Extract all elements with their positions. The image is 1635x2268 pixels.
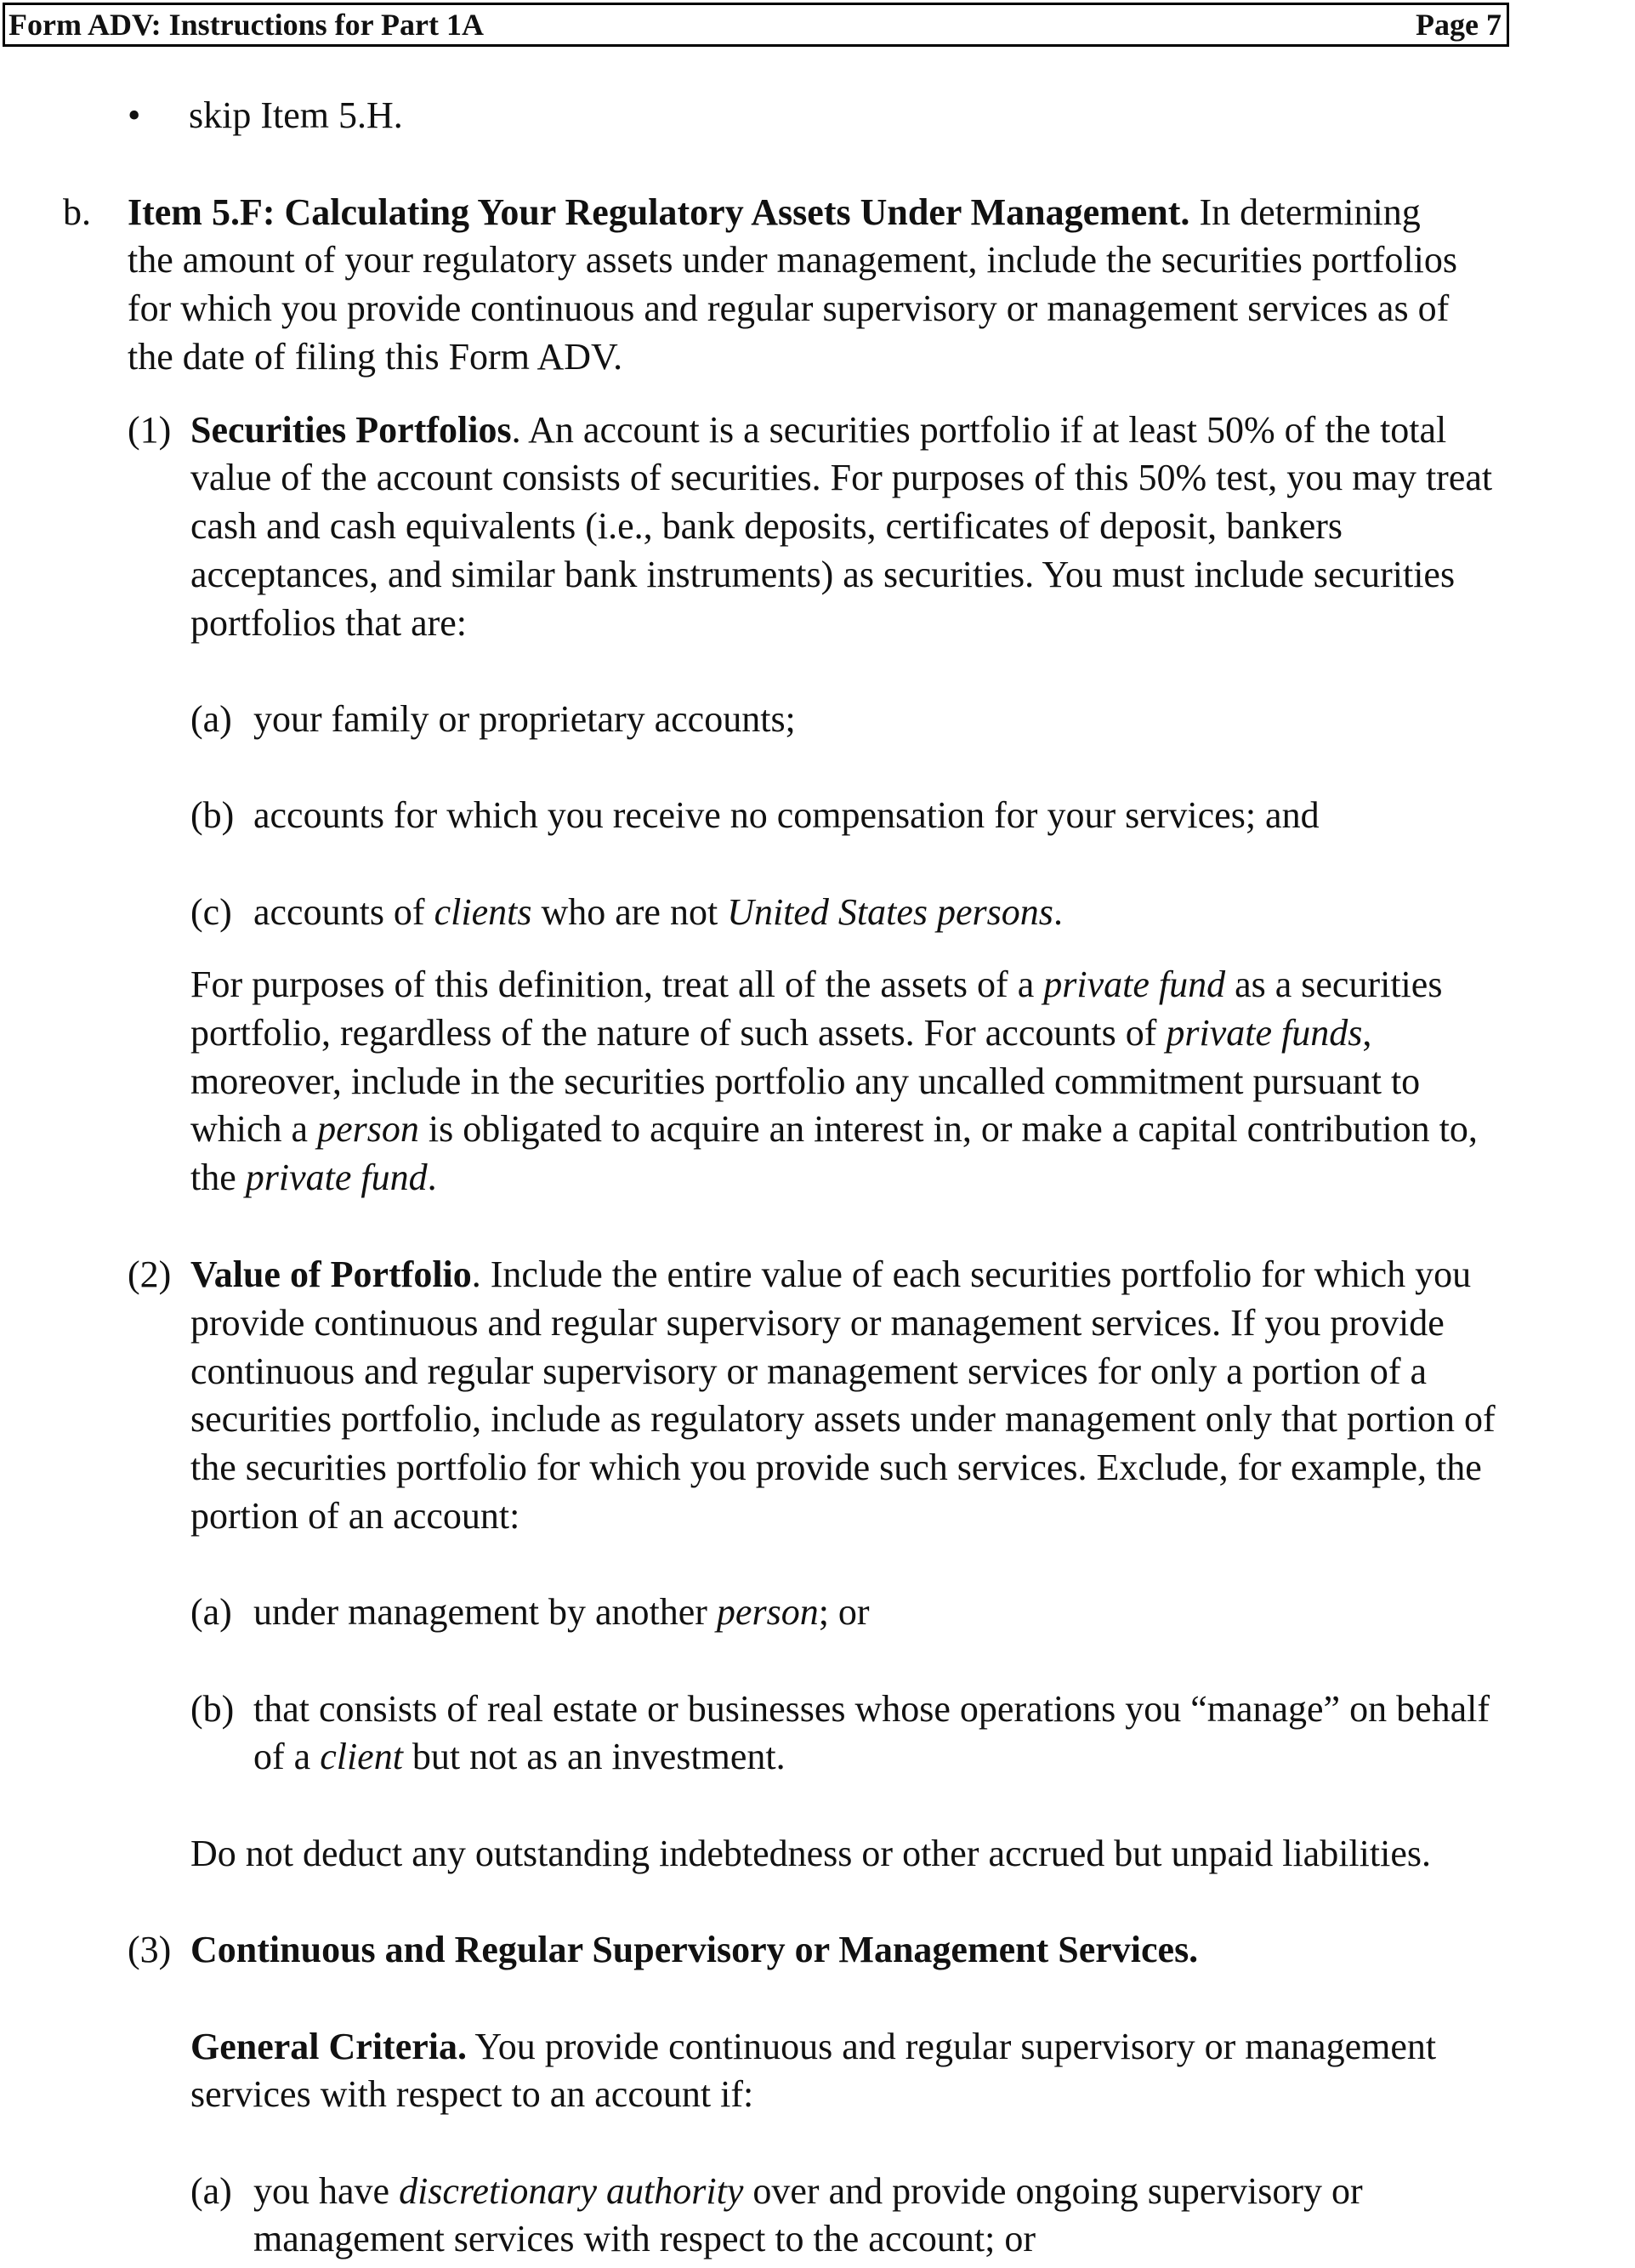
sub2-item-b-line-1: that consists of real estate or businesses whose operations you “manage” on behalf [253, 1688, 1490, 1730]
sub2-line-2: provide continuous and regular supervisory or management services. If you provide [190, 1302, 1445, 1344]
bullet-text: skip Item 5.H. [189, 94, 403, 136]
header-page-number: Page 7 [1416, 8, 1502, 42]
item-b-marker: b. [63, 191, 91, 233]
sub2-line-5: the securities portfolio for which you provide such services. Exclude, for example, the [190, 1447, 1482, 1488]
item-b-line-2: the amount of your regulatory assets under management, include the securities portfolios [128, 239, 1457, 281]
sub3-marker: (3) [128, 1929, 172, 1970]
sub1-para-line-5: the private fund. [190, 1157, 437, 1198]
item-b-line-3: for which you provide continuous and regular supervisory or management services as of [128, 287, 1450, 329]
sub2-closing: Do not deduct any outstanding indebtedness or other accrued but unpaid liabilities. [190, 1833, 1431, 1874]
bullet-icon: • [128, 94, 141, 136]
sub2-item-b-marker: (b) [190, 1688, 235, 1730]
sub2-item-b-line-2: of a client but not as an investment. [253, 1736, 786, 1777]
sub2-item-a-text: under management by another person; or [253, 1591, 870, 1633]
sub1-para-line-4: which a person is obligated to acquire an interest in, or make a capital contribution to, [190, 1108, 1478, 1150]
sub3-criteria-line-1: General Criteria. You provide continuous and regular supervisory or management [190, 2026, 1437, 2067]
sub1-title: Securities Portfolios [190, 409, 512, 451]
sub1-para-line-2: portfolio, regardless of the nature of such assets. For accounts of private funds, [190, 1012, 1372, 1054]
sub2-item-a-marker: (a) [190, 1591, 232, 1633]
sub1-item-b-marker: (b) [190, 794, 235, 836]
sub1-item-b-text: accounts for which you receive no compensation for your services; and [253, 794, 1320, 836]
sub2-line-6: portion of an account: [190, 1495, 520, 1537]
sub1-item-c-marker: (c) [190, 891, 232, 933]
sub1-para-line-1: For purposes of this definition, treat all of the assets of a private fund as a securities [190, 963, 1443, 1005]
sub2-marker: (2) [128, 1253, 172, 1295]
sub3-title: Continuous and Regular Supervisory or Management Services. [190, 1929, 1199, 1970]
item-b-title: Item 5.F: Calculating Your Regulatory Assets Under Management. [128, 191, 1190, 233]
sub1-item-c-text: accounts of clients who are not United States persons. [253, 891, 1063, 933]
sub2-line-4: securities portfolio, include as regulatory assets under management only that portion of [190, 1398, 1496, 1440]
sub3-item-a-line-1: you have discretionary authority over and provide ongoing supervisory or [253, 2170, 1363, 2212]
sub1-para-line-3: moreover, include in the securities portfolio any uncalled commitment pursuant to [190, 1060, 1421, 1102]
sub1-marker: (1) [128, 409, 172, 451]
sub1-item-a-text: your family or proprietary accounts; [253, 698, 796, 740]
item-b-line-4: the date of filing this Form ADV. [128, 336, 623, 378]
sub1-line-4: acceptances, and similar bank instruments) as securities. You must include securities [190, 554, 1456, 595]
sub3-item-a-line-2: management services with respect to the account; or [253, 2218, 1036, 2259]
sub1-line-3: cash and cash equivalents (i.e., bank deposits, certificates of deposit, bankers [190, 505, 1343, 547]
sub2-title: Value of Portfolio [190, 1253, 472, 1295]
sub1-line-1: Securities Portfolios. An account is a securities portfolio if at least 50% of the total [190, 409, 1447, 451]
sub1-line-5: portfolios that are: [190, 602, 468, 644]
item-b-line-1: Item 5.F: Calculating Your Regulatory Assets Under Management. In determining [128, 191, 1421, 233]
sub3-item-a-marker: (a) [190, 2170, 232, 2212]
sub3-criteria-title: General Criteria. [190, 2026, 467, 2067]
sub1-line-2: value of the account consists of securities. For purposes of this 50% test, you may treat [190, 457, 1493, 498]
sub1-item-a-marker: (a) [190, 698, 232, 740]
sub2-line-3: continuous and regular supervisory or management services for only a portion of a [190, 1350, 1428, 1392]
sub3-criteria-line-2: services with respect to an account if: [190, 2073, 754, 2115]
page-header [3, 3, 1509, 47]
header-title: Form ADV: Instructions for Part 1A [9, 8, 484, 42]
sub2-line-1: Value of Portfolio. Include the entire value of each securities portfolio for which you [190, 1253, 1472, 1295]
